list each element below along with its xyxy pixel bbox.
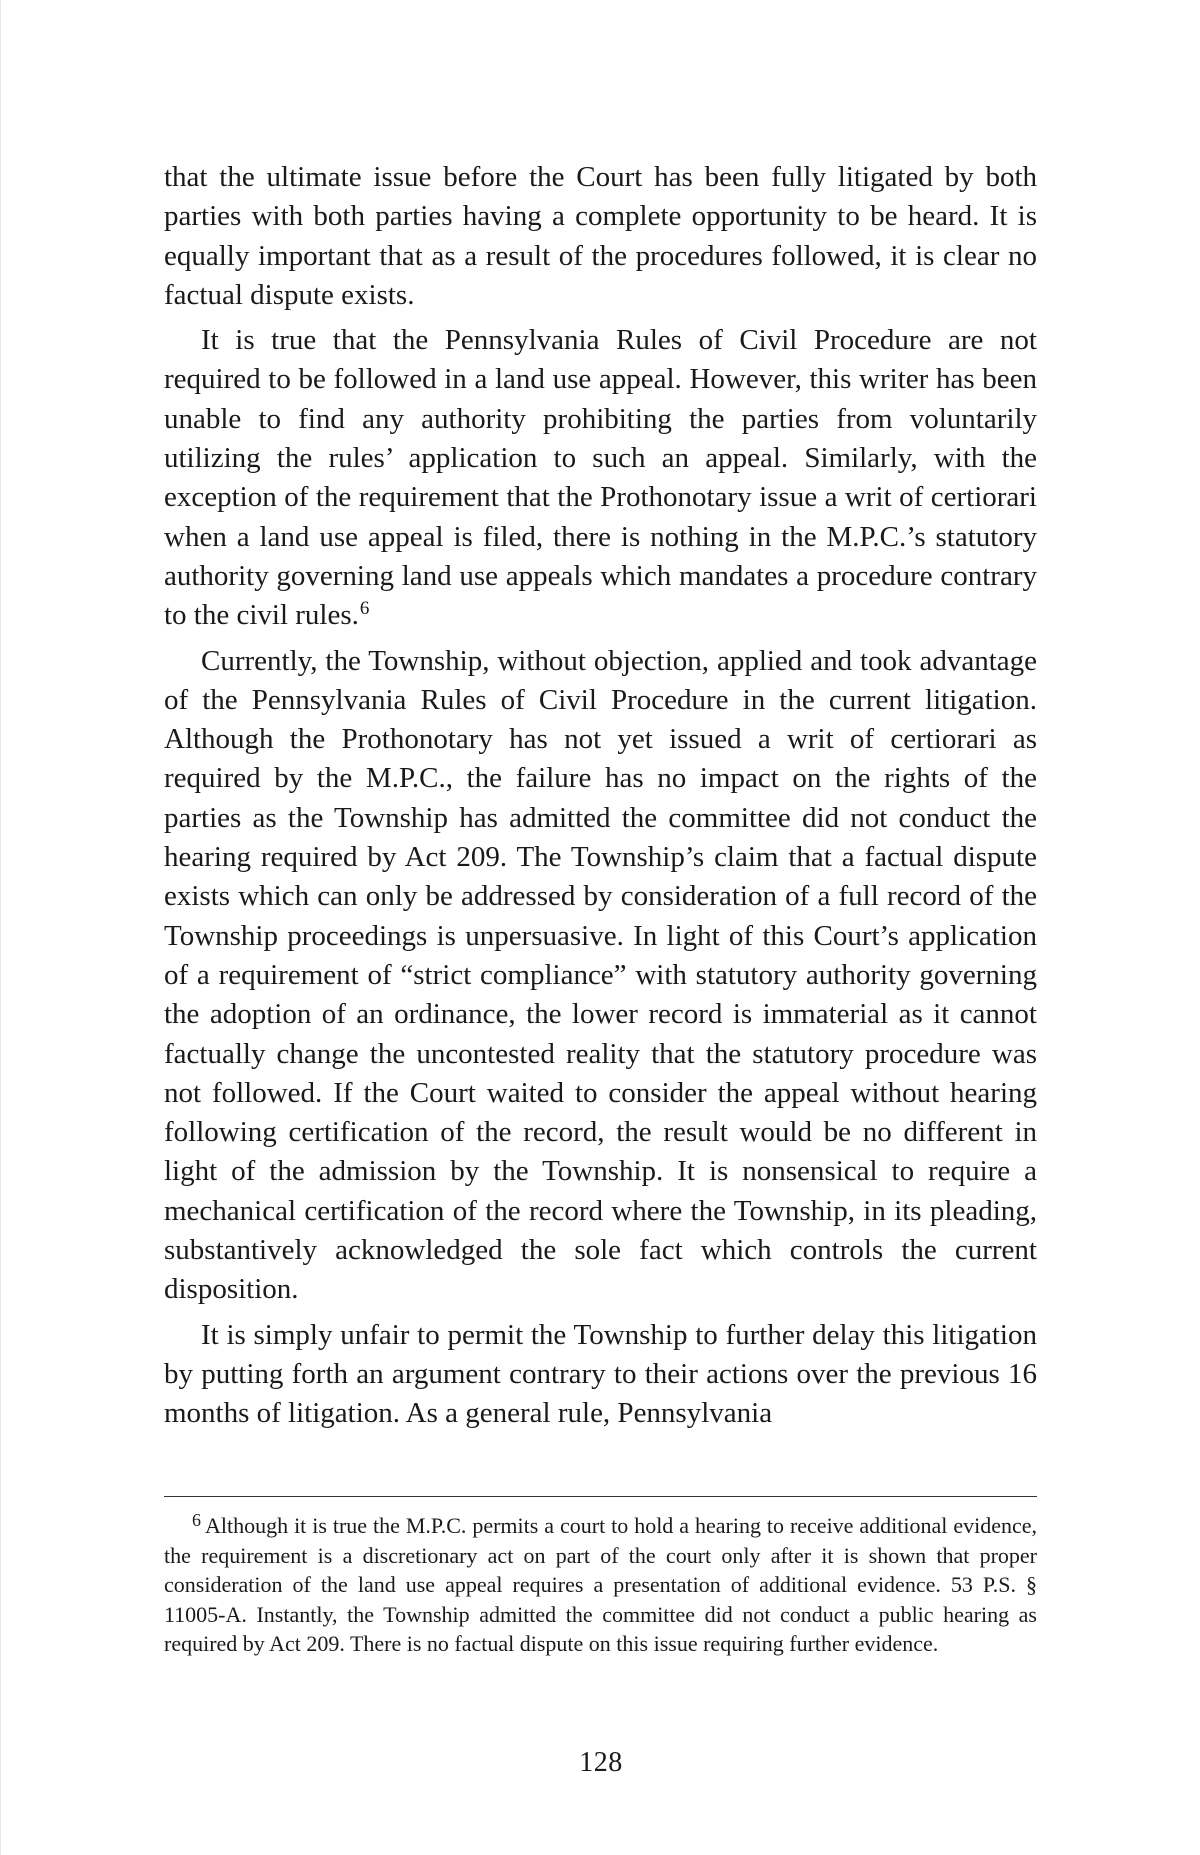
paragraph-4: It is simply unfair to permit the Township to further delay this litigation by putting forth an argument contrary to their actions over the previous 16 months of litigation. As a general rule, Pennsylvania xyxy=(164,1318,1037,1430)
footnote xyxy=(164,1511,1037,1659)
paragraph-3: Currently, the Township, without objection, applied and took advantage of the Pennsylvania Rules of Civil Procedure in the current litigation. Although the Prothonotary has not yet issued a writ of certiorari as required by the M.P.C., the failure has no impact on the rights of the parties as the Township has admitted the committee did not conduct the hearing required by Act 209. The Township’s claim that a factual dispute exists which can only be addressed by consideration of a full record of the Township proceedings is unpersuasive. In light of this Court’s application of a requirement of “strict compliance” with statutory authority governing the adoption of an ordinance, the lower record is immaterial as it cannot factually change the uncontested reality that the statutory procedure was not followed. If the Court waited to consider the appeal without hearing following certification of the record, the result would be no different in light of the admission by the Township. It is nonsensical to require a mechanical certification of the record where the Township, in its pleading, substantively acknowledged the sole fact which controls the current disposition. xyxy=(164,644,1037,1306)
footnote-reference: 6 xyxy=(359,598,370,620)
paragraph-1: that the ultimate issue before the Court has been fully litigated by both parties with both parties having a complete opportunity to be heard. It is equally important that as a result of the procedures followed, it is clear no factual dispute exists. xyxy=(164,161,1037,311)
footnote-marker: 6 xyxy=(192,1510,201,1530)
main-text xyxy=(164,158,1037,1434)
paragraph-2 xyxy=(164,321,1037,635)
footnote-divider xyxy=(164,1496,1037,1497)
paragraph-2-text: It is true that the Pennsylvania Rules of Civil Procedure are not required to be followed in a land use appeal. However, this writer has been unable to find any authority prohibiting the parties from voluntarily utilizing the rules’ application to such an appeal. Similarly, with the exception of the requirement that the Prothonotary issue a writ of certiorari when a land use appeal is filed, there is nothing in the M.P.C.’s statutory authority governing land use appeals which mandates a procedure contrary to the civil rules. xyxy=(164,324,1037,632)
page-number: 128 xyxy=(579,1747,623,1778)
footnote-text: Although it is true the M.P.C. permits a court to hold a hearing to receive additional evidence, the requirement is a discretionary act on part of the court only after it is shown that proper consideration of the land use appeal requires a presentation of additional evidence. 53 P.S. § 11005-A. Instantly, the Township admitted the committee did not conduct a public hearing as required by Act 209. There is no factual dispute on this issue requiring further evidence. xyxy=(164,1513,1037,1656)
